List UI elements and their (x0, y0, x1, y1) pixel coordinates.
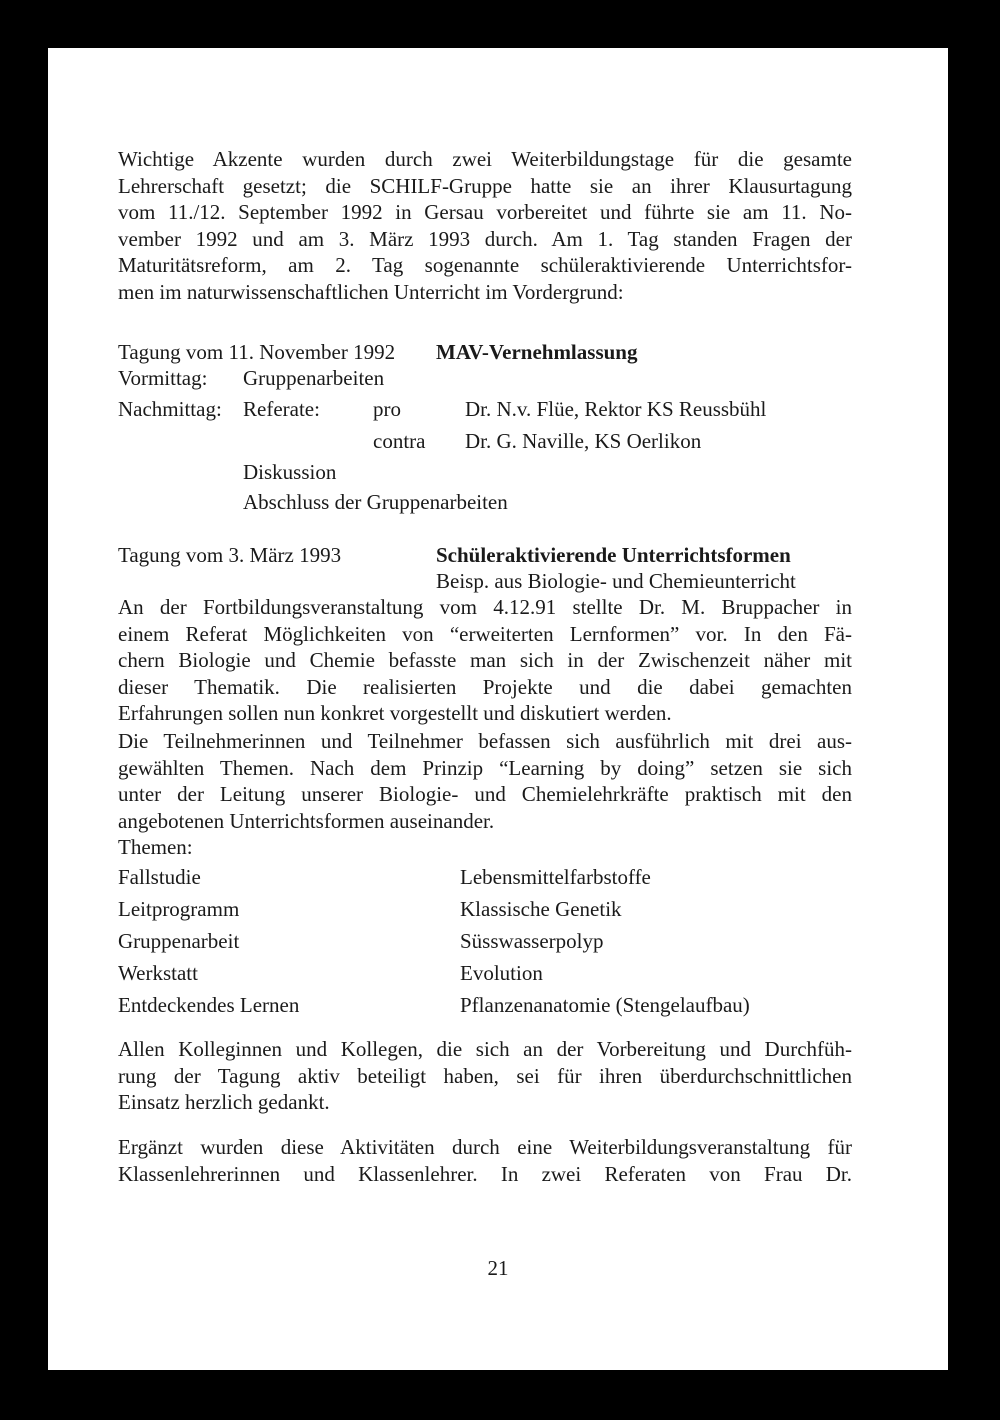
text-line: Maturitätsreform, am 2. Tag sogenannte schüleraktivierende Unterrichtsfor- (118, 253, 852, 278)
vormittag-value: Gruppenarbeiten (243, 366, 385, 390)
tagung2-label: Tagung vom 3. März 1993 (118, 543, 342, 567)
text-line: vember 1992 und am 3. März 1993 durch. Am 1. Tag standen Fragen der (118, 226, 852, 251)
text-line: rung der Tagung aktiv beteiligt haben, sei für ihren überdurchschnittlichen (118, 1063, 852, 1088)
thema-left: Fallstudie (118, 865, 201, 889)
themen-label: Themen: (118, 835, 193, 859)
thema-left: Entdeckendes Lernen (118, 993, 300, 1017)
text-line: Klassenlehrerinnen und Klassenlehrer. In zwei Referaten von Frau Dr. (118, 1161, 852, 1186)
tagung2-subtitle: Beisp. aus Biologie- und Chemieunterricht (436, 569, 796, 593)
text-line: gewählten Themen. Nach dem Prinzip “Learning by doing” setzen sie sich (118, 755, 852, 780)
text-line: vom 11./12. September 1992 in Gersau vorbereitet und führte sie am 11. No- (118, 200, 852, 225)
pro-speaker: Dr. N.v. Flüe, Rektor KS Reussbühl (465, 397, 767, 421)
text-line: Ergänzt wurden diese Aktivitäten durch eine Weiterbildungsveranstaltung für (118, 1135, 852, 1159)
thema-right: Lebensmittelfarbstoffe (460, 865, 651, 889)
thema-left: Werkstatt (118, 961, 198, 985)
referate-label: Referate: (243, 397, 320, 421)
text-line: unter der Leitung unserer Biologie- und Chemielehrkräfte praktisch mit den (118, 782, 852, 807)
intro-paragraph (118, 146, 852, 306)
abschluss: Abschluss der Gruppenarbeiten (243, 490, 508, 514)
tagung2-title: Schüleraktivierende Unterrichtsformen (436, 543, 791, 567)
contra-label: contra (373, 429, 426, 453)
vormittag-label: Vormittag: (118, 366, 208, 390)
text-line: Erfahrungen sollen nun konkret vorgestellt und diskutiert werden. (118, 701, 672, 726)
text-line: Einsatz herzlich gedankt. (118, 1090, 330, 1115)
pro-label: pro (373, 397, 401, 421)
contra-speaker: Dr. G. Naville, KS Oerlikon (465, 429, 702, 453)
diskussion: Diskussion (243, 460, 337, 484)
document-page (48, 48, 948, 1370)
text-line: An der Fortbildungsveranstaltung vom 4.12.91 stellte Dr. M. Bruppacher in (118, 595, 852, 619)
text-line: einem Referat Möglichkeiten von “erweiterten Lernformen” vor. In den Fä- (118, 621, 852, 646)
teilnehmer-paragraph (118, 728, 852, 834)
thema-left: Leitprogramm (118, 897, 240, 921)
dank-paragraph (118, 1036, 852, 1116)
text-line: Lehrerschaft gesetzt; die SCHILF-Gruppe hatte sie an ihrer Klausurtagung (118, 173, 852, 198)
thema-right: Klassische Genetik (460, 897, 622, 921)
text-line: men im naturwissenschaftlichen Unterricht im Vordergrund: (118, 279, 624, 304)
text-line: angebotenen Unterrichtsformen auseinander. (118, 808, 495, 833)
fortbildung-paragraph (118, 594, 852, 727)
text-line: chern Biologie und Chemie befasste man sich in der Zwischenzeit näher mit (118, 648, 852, 673)
tagung1-label: Tagung vom 11. November 1992 (118, 340, 396, 364)
page-number: 21 (487, 1256, 509, 1280)
text-line: dieser Thematik. Die realisierten Projekte und die dabei gemachten (118, 674, 852, 699)
text-line: Die Teilnehmerinnen und Teilnehmer befassen sich ausführlich mit drei aus- (118, 729, 852, 753)
tagung1-title: MAV-Vernehmlassung (436, 340, 638, 364)
thema-left: Gruppenarbeit (118, 929, 240, 953)
text-line: Wichtige Akzente wurden durch zwei Weiterbildungstage für die gesamte (118, 147, 852, 171)
text-line: Allen Kolleginnen und Kollegen, die sich an der Vorbereitung und Durchfüh- (118, 1037, 852, 1061)
thema-right: Süsswasserpolyp (460, 929, 604, 953)
thema-right: Evolution (460, 961, 543, 985)
ergaenzung-paragraph (118, 1134, 852, 1187)
thema-right: Pflanzenanatomie (Stengelaufbau) (460, 993, 750, 1017)
nachmittag-label: Nachmittag: (118, 397, 222, 421)
